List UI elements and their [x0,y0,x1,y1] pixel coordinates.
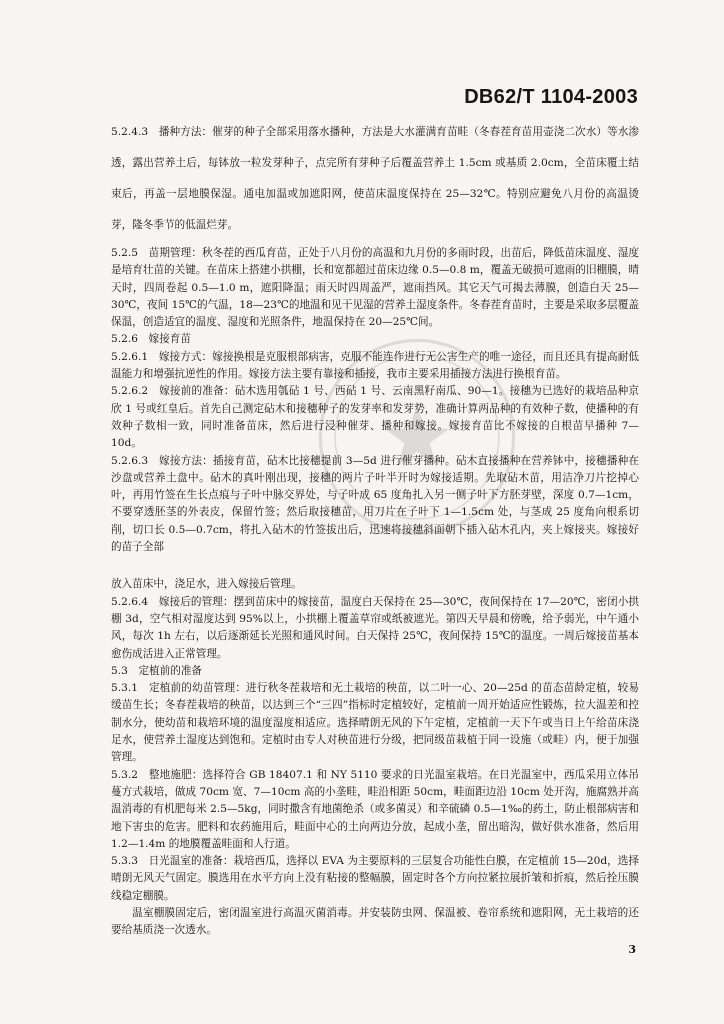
clause-5-3-3-paragraph-2: 温室棚膜固定后，密闭温室进行高温灭菌消毒。并安装防虫网、保温被、卷帘系统和遮阳网，无土栽培的还要给基质浇一次透水。 [111,906,639,937]
clause-5-3-1: 5.3.1 定植前的幼苗管理：进行秋冬茬栽培和无土栽培的秧苗，以二叶一心、20—25d 的苗态苗龄定植，较易缓苗生长；冬春茬栽培的秧苗，以达到三个“三四”指标时定植较好，定植前一周开始适应性锻炼，拉大温差和控制水分，使幼苗和栽培环境的温度湿度相适应。选择晴朗无风的下午定植，定植前一天下午或当日上午给苗床浇足水，使营养土湿度达到饱和。定植时由专人对秧苗进行分级，把同级苗栽植于同一设施（或畦）内，便于加强管理。 [111,682,639,764]
document-body [111,117,639,940]
clause-5-2-5: 5.2.5 苗期管理：秋冬茬的西瓜育苗，正处于八月份的高温和九月份的多雨时段，出苗后，降低苗床温度、湿度是培育壮苗的关键。在苗床上搭建小拱棚，长和宽都超过苗床边缘 0.5—0.8 m，覆盖无破损可遮雨的旧棚膜，晴天时，四周卷起 0.5—1.0 m，遮阳降温；雨天时四周盖严，遮雨挡风。其它天气可揭去薄膜，创造白天 25—30℃，夜间 15℃的气温，18—23℃的地温和见干见湿的营养土湿度条件。冬春茬育苗时，主要是采取多层覆盖保温，创造适宜的温度、湿度和光照条件，地温保持在 20—25℃间。 [111,247,639,329]
clause-5-2-6-3: 5.2.6.3 嫁接方法：插接育苗，砧木比接穗提前 3—5d 进行催芽播种。砧木直接播种在营养钵中，接穗播种在沙盘或营养土盘中。砧木的真叶刚出现，接穗的两片子叶半开时为嫁接适期。先取砧木苗，用洁净刀片挖掉心叶，再用竹签在生长点痕与子叶中脉交界处，与子叶成 65 度角扎入另一侧子叶下方胚芽壁，深度 0.7—1cm，不要穿透胚茎的外表皮，保留竹签；然后取接穗苗，用刀片在子叶下 1—1.5cm 处，与茎成 25 度角向根系切削，切口长 0.5—0.7cm，将扎入砧木的竹签拔出后，迅速将接穗斜面朝下插入砧木孔内，夹上嫁接夹。嫁接好的苗子全部 [111,454,639,554]
page-number: 3 [628,943,636,956]
clause-5-3-2: 5.3.2 整地施肥：选择符合 GB 18407.1 和 NY 5110 要求的日光温室栽培。在日光温室中，西瓜采用立体吊蔓方式栽培，做成 70cm 宽、7—10cm 高的小垄畦，畦沿相距 50cm，畦面距边沿 10cm 处开沟，施腐熟并高温消毒的有机肥每米 2.5—5kg，同时撒含有地菌绝杀（或多菌灵）和辛硫磷 0.5—1‰的药土，防止根部病害和地下害虫的危害。肥料和农药施用后，畦面中心的土向两边分放，起成小垄，留出暗沟，做好供水准备，然后用 1.2—1.4m 的地膜覆盖畦面和人行道。 [111,768,639,850]
clause-5-2-4-3: 5.2.4.3 播种方法：催芽的种子全部采用落水播种，方法是大水灌满育苗畦（冬春茬育苗用壶浇二次水）等水渗透，露出营养土后，每钵放一粒发芽种子，点完所有芽种子后覆盖营养土 1.5cm 或基质 2.0cm，全苗床覆土结束后，再盖一层地膜保湿。通电加温或加遮阳网，使苗床温度保持在 25—32℃。特别应避免八月份的高温烫芽，隆冬季节的低温烂芽。 [111,126,639,231]
clause-5-2-6-2: 5.2.6.2 嫁接前的准备：砧木选用瓠砧 1 号、西砧 1 号、云南黑籽南瓜、90—1。接穗为已选好的栽培品种京欣 1 号或红皇后。首先自己测定砧木和接穗种子的发芽率和发芽势，准确计算两品种的有效种子数，使播种的有效种子数相一致，同时准备苗床，然后进行浸种催芽、播种和嫁接。嫁接育苗比不嫁接的自根苗早播种 7—10d。 [111,385,639,450]
clause-5-2-6-3-continued: 放入苗床中，浇足水，进入嫁接后管理。 [111,578,302,591]
document-number: DB62/T 1104-2003 [464,86,638,108]
heading-5-3: 5.3 定植前的准备 [111,664,203,677]
clause-5-2-6-1: 5.2.6.1 嫁接方式：嫁接换根是克服根部病害，克服不能连作进行无公害生产的唯一途径，而且还具有提高耐低温能力和增强抗逆性的作用。嫁接方法主要有靠接和插接，我市主要采用插接方法进行换根育苗。 [111,350,639,381]
heading-5-2-6: 5.2.6 嫁接育苗 [111,333,191,346]
clause-5-3-3: 5.3.3 日光温室的准备：栽培西瓜，选择以 EVA 为主要原料的三层复合功能性白膜，在定植前 15—20d，选择晴朗无风天气固定。膜选用在水平方向上没有粘接的整幅膜，固定时各个方向拉紧拉展折皱和折痕，然后拴压膜线稳定棚膜。 [111,855,639,902]
clause-5-2-6-4: 5.2.6.4 嫁接后的管理：摆到苗床中的嫁接苗，温度白天保持在 25—30℃，夜间保持在 17—20℃，密闭小拱棚 3d，空气相对湿度达到 95%以上，小拱棚上覆盖草帘或纸被遮光。第四天早晨和傍晚，给予弱光，中午通小风，每次 1h 左右，以后逐渐延长光照和通风时间。白天保持 25℃，夜间保持 15℃的温度。一周后嫁接苗基本愈伤成活进入正常管理。 [111,595,639,660]
